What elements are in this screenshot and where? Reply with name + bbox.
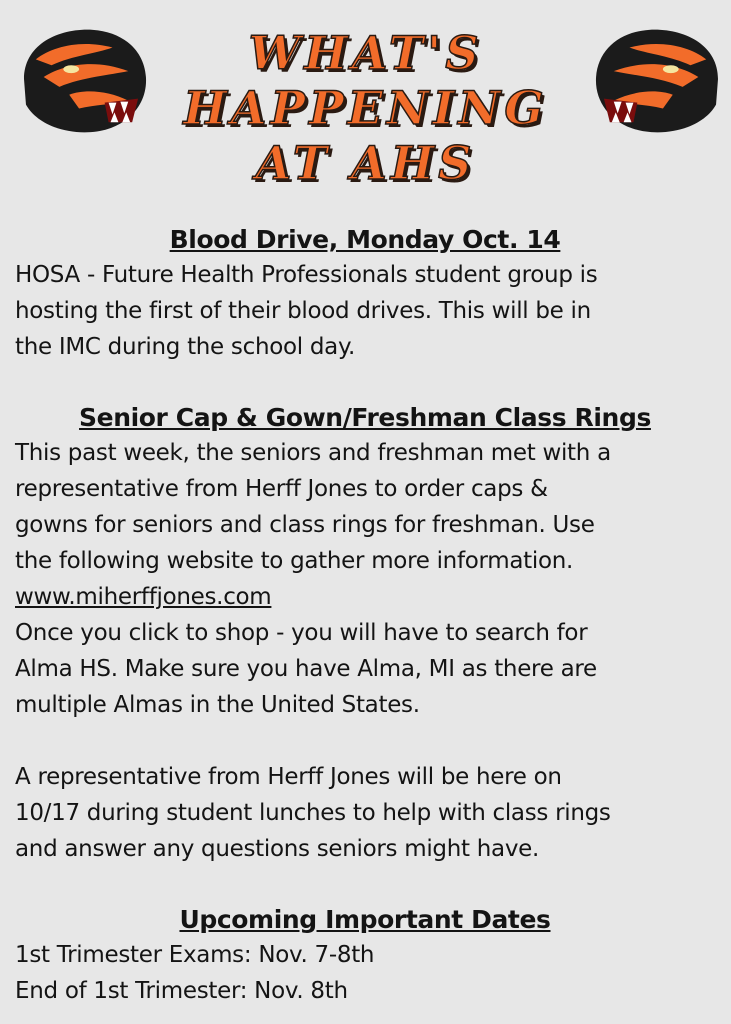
cap-gown-line-4: the following website to gather more information. xyxy=(15,548,574,574)
section-spacer xyxy=(15,365,715,401)
title-line-1: WHAT'S xyxy=(248,26,483,80)
blood-drive-line-1: HOSA - Future Health Professionals student group is xyxy=(15,262,598,288)
important-dates-heading: Upcoming Important Dates xyxy=(179,905,551,934)
title-line-2: HAPPENING xyxy=(183,81,548,135)
cap-gown-shop-line-1: Once you click to shop - you will have to search for xyxy=(15,620,588,646)
blood-drive-heading: Blood Drive, Monday Oct. 14 xyxy=(169,225,561,254)
section-spacer xyxy=(15,867,715,903)
blood-drive-line-3: the IMC during the school day. xyxy=(15,334,356,360)
paragraph-spacer xyxy=(15,723,715,759)
cap-gown-shop-line-3: multiple Almas in the United States. xyxy=(15,692,420,718)
representative-line-2: 10/17 during student lunches to help with class rings xyxy=(15,800,611,826)
cap-gown-line-3: gowns for seniors and class rings for freshman. Use xyxy=(15,512,595,538)
blood-drive-line-2: hosting the first of their blood drives. This will be in xyxy=(15,298,591,324)
newsletter-content xyxy=(15,223,715,1009)
representative-line-1: A representative from Herff Jones will be here on xyxy=(15,764,562,790)
exam-dates-line: 1st Trimester Exams: Nov. 7-8th xyxy=(15,942,375,968)
title-line-3: AT AHS xyxy=(255,136,476,190)
representative-line-3: and answer any questions seniors might have. xyxy=(15,836,539,862)
cap-gown-line-2: representative from Herff Jones to order caps & xyxy=(15,476,548,502)
page-title xyxy=(110,26,621,191)
herff-jones-link[interactable]: www.miherffjones.com xyxy=(15,584,272,610)
cap-gown-shop-line-2: Alma HS. Make sure you have Alma, MI as there are xyxy=(15,656,597,682)
cap-gown-heading: Senior Cap & Gown/Freshman Class Rings xyxy=(79,403,651,432)
cap-gown-line-1: This past week, the seniors and freshman met with a xyxy=(15,440,611,466)
trimester-end-line: End of 1st Trimester: Nov. 8th xyxy=(15,978,348,1004)
